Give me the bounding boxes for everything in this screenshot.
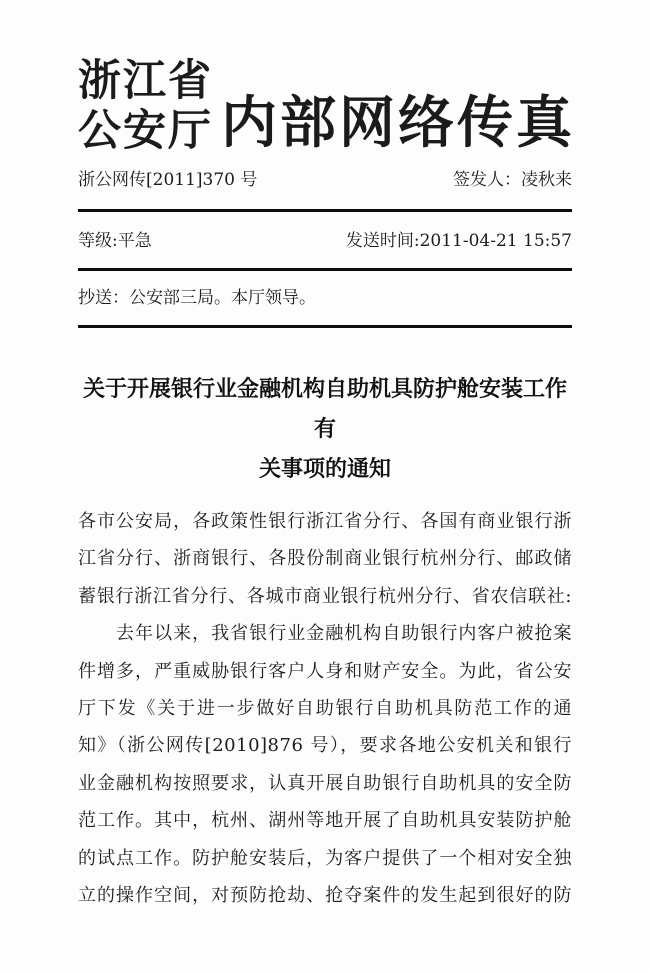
send-time-label: 发送时间:: [345, 231, 420, 251]
text-line: 的试点工作。防护舱安装后，为客户提供了一个相对安全独: [78, 847, 572, 869]
text-line: 厅下发《关于进一步做好自助银行自助机具防范工作的通: [78, 697, 572, 719]
notice-title: [78, 370, 572, 490]
send-time-value: 2011-04-21 15:57: [419, 231, 572, 251]
cc-row: [78, 286, 572, 310]
issuer: [453, 168, 572, 192]
doc-number: 浙公网传[2011]370 号: [78, 170, 258, 190]
separator-rule: [78, 268, 572, 271]
text-line: 关于开展银行业金融机构自助机具防护舱安装工作有: [82, 377, 567, 442]
doc-number-row: [78, 168, 572, 192]
text-line: 业金融机构按照要求，认真开展自助银行自助机具的安全防: [78, 772, 572, 794]
page-content: [0, 56, 650, 914]
priority-row: [78, 229, 572, 253]
send-time: [346, 229, 572, 253]
priority-value: 平急: [117, 231, 152, 251]
text-line: 江省分行、浙商银行、各股份制商业银行杭州分行、邮政储: [78, 548, 572, 570]
text-line: 件增多，严重威胁银行客户人身和财产安全。为此，省公安: [78, 660, 572, 682]
fax-document-page: [0, 56, 650, 972]
separator-rule: [78, 325, 572, 328]
cc-value: 公安部三局。本厅领导。: [129, 288, 316, 308]
cc: [78, 286, 316, 310]
text-line: 知》（浙公网传[2010]876 号），要求各地公安机关和银行: [78, 735, 572, 757]
text-line: 立的操作空间，对预防抢劫、抢夺案件的发生起到很好的防: [78, 884, 572, 906]
priority-label: 等级:: [78, 231, 118, 251]
text-line: 关事项的通知: [258, 457, 391, 482]
issuer-name: 凌秋来: [521, 170, 572, 190]
text-line: 范工作。其中，杭州、湖州等地开展了自助机具安装防护舱: [78, 810, 572, 832]
text-line: 各市公安局，各政策性银行浙江省分行、各国有商业银行浙: [78, 511, 572, 532]
body-paragraph: [78, 615, 572, 914]
fax-type-title: 内部网络传真: [221, 90, 575, 156]
agency-name-line2: 公安厅: [78, 106, 213, 156]
separator-rule: [78, 209, 572, 212]
cc-label: 抄送：: [78, 288, 129, 308]
fax-letterhead: [78, 56, 575, 156]
agency-name-line1: 浙江省: [78, 56, 213, 106]
text-line: 去年以来，我省银行业金融机构自助银行内客户被抢案: [78, 623, 572, 645]
issuer-label: 签发人：: [453, 170, 521, 190]
priority: [78, 229, 152, 253]
agency-name: [78, 56, 213, 156]
recipients-paragraph: [78, 503, 572, 615]
text-line: 蓄银行浙江省分行、各城市商业银行杭州分行、省农信联社:: [78, 585, 572, 607]
